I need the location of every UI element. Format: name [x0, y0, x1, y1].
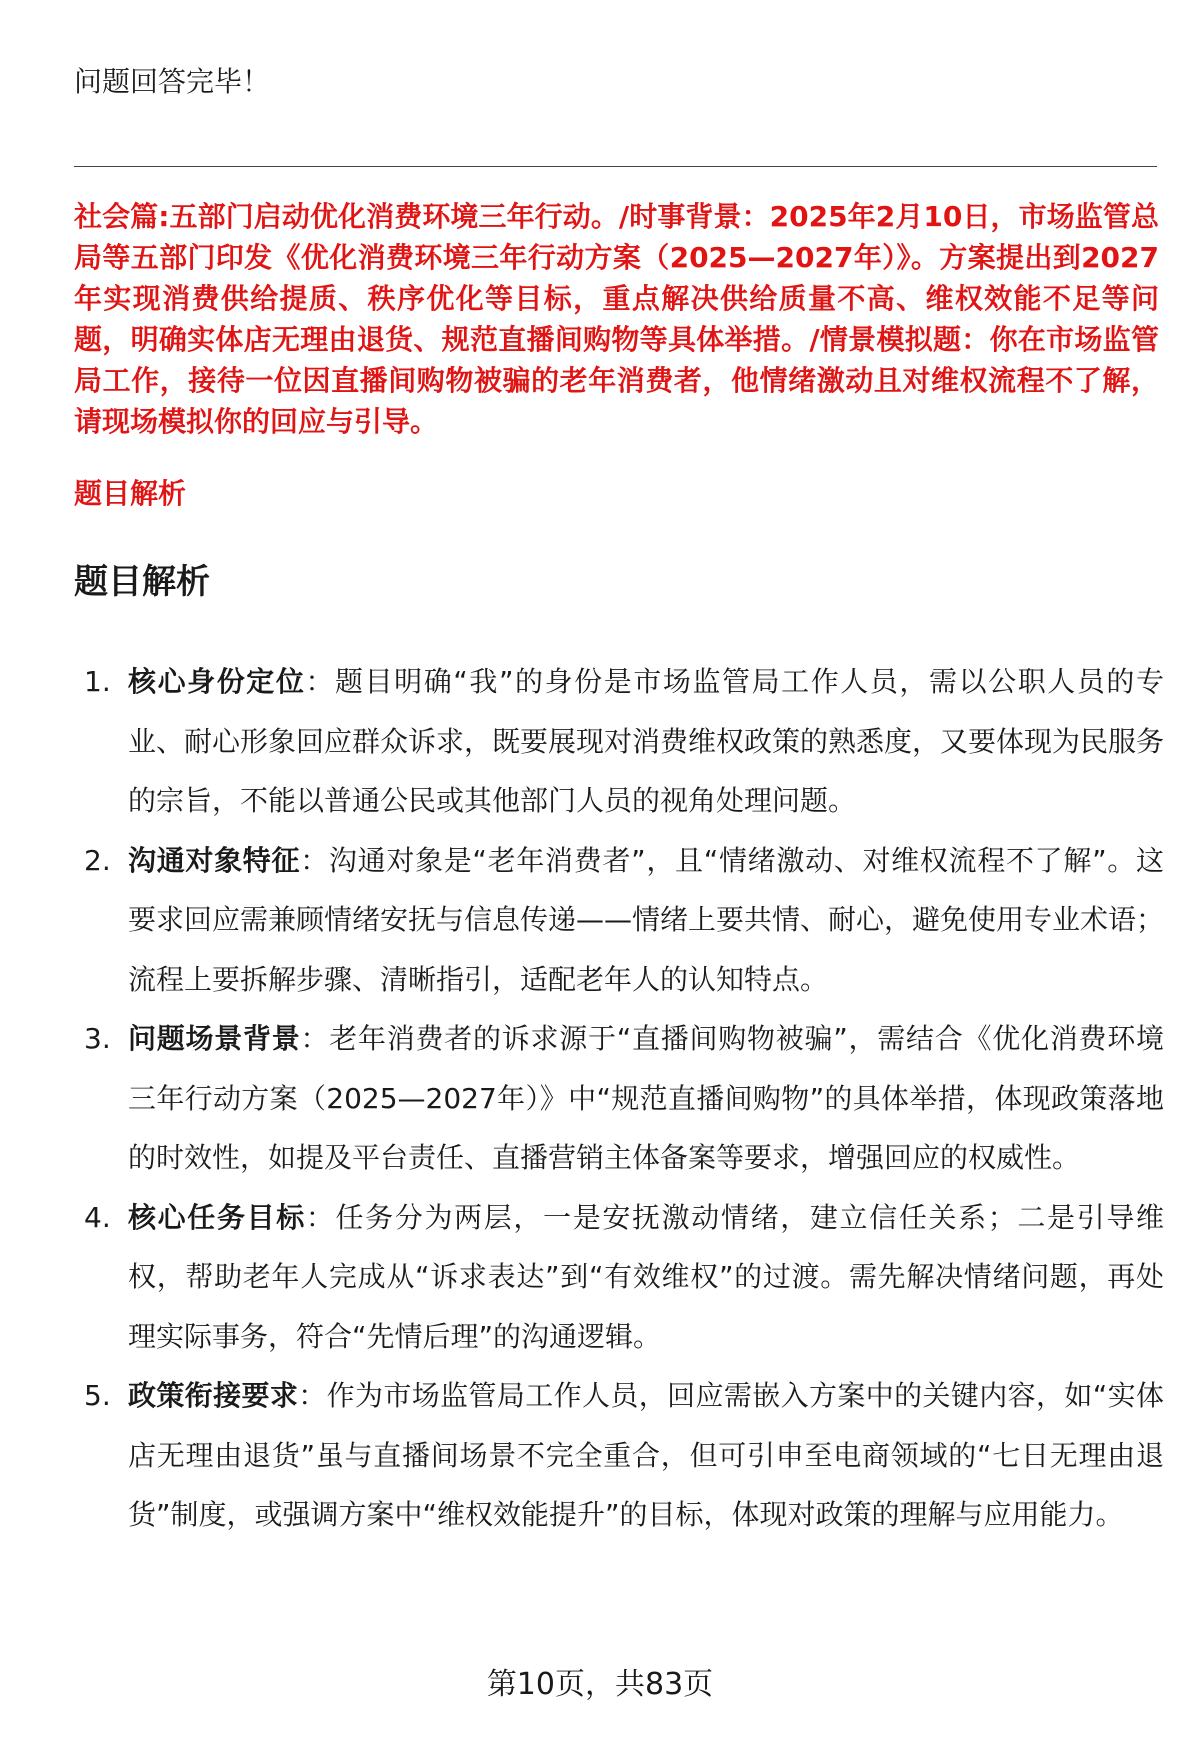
list-item	[74, 831, 1164, 1010]
list-item	[74, 1188, 1164, 1367]
item-title: 问题场景背景	[128, 1022, 301, 1055]
item-text: ：题目明确“我”的身份是市场监管局工作人员，需以公职人员的专业、耐心形象回应群众诉求，既要展现对消费维权政策的熟悉度，又要体现为民服务的宗旨，不能以普通公民或其他部门人员的视角处理问题。	[128, 665, 1165, 817]
list-number: 3.	[84, 1022, 111, 1055]
item-text: ：沟通对象是“老年消费者”，且“情绪激动、对维权流程不了解”。这要求回应需兼顾情绪安抚与信息传递——情绪上要共情、耐心，避免使用专业术语；流程上要拆解步骤、清晰指引，适配老年人的认知特点。	[128, 843, 1165, 996]
item-title: 核心身份定位	[128, 665, 306, 698]
item-title: 沟通对象特征	[128, 843, 301, 877]
list-item	[74, 652, 1164, 831]
item-title: 政策衔接要求	[128, 1379, 299, 1412]
section-title: 题目解析	[74, 562, 210, 602]
divider	[74, 166, 1157, 167]
list-number: 2.	[84, 843, 111, 877]
list-number: 5.	[84, 1379, 111, 1412]
item-title: 核心任务目标	[128, 1200, 306, 1234]
analysis-label: 题目解析	[74, 477, 187, 510]
list-item	[74, 1366, 1164, 1545]
item-text: ：作为市场监管局工作人员，回应需嵌入方案中的关键内容，如“实体店无理由退货”虽与直播间场景不完全重合，但可引申至电商领域的“七日无理由退货”制度，或强调方案中“维权效能提升”的目标，体现对政策的理解与应用能力。	[128, 1379, 1164, 1531]
analysis-list	[74, 652, 1164, 1545]
list-number: 1.	[84, 665, 111, 698]
item-text: ：任务分为两层，一是安抚激动情绪，建立信任关系；二是引导维权，帮助老年人完成从“诉求表达”到“有效维权”的过渡。需先解决情绪问题，再处理实际事务，符合“先情后理”的沟通逻辑。	[128, 1200, 1164, 1353]
list-number: 4.	[84, 1200, 111, 1234]
list-item	[74, 1009, 1164, 1188]
question-text: 社会篇:五部门启动优化消费环境三年行动。/时事背景：2025年2月10日，市场监管总局等五部门印发《优化消费环境三年行动方案（2025—2027年）》。方案提出到2027年实现消费供给提质、秩序优化等目标，重点解决供给质量不高、维权效能不足等问题，明确实体店无理由退货、规范直播间购物等具体举措。/情景模拟题：你在市场监管局工作，接待一位因直播间购物被骗的老年消费者，他情绪激动且对维权流程不了解，请现场模拟你的回应与引导。	[74, 200, 1159, 438]
intro-text: 问题回答完毕！	[74, 65, 271, 98]
page-footer: 第10页，共83页	[486, 1667, 714, 1702]
item-text: ：老年消费者的诉求源于“直播间购物被骗”，需结合《优化消费环境三年行动方案（2025—2027年）》中“规范直播间购物”的具体举措，体现政策落地的时效性，如提及平台责任、直播营销主体备案等要求，增强回应的权威性。	[128, 1022, 1164, 1174]
